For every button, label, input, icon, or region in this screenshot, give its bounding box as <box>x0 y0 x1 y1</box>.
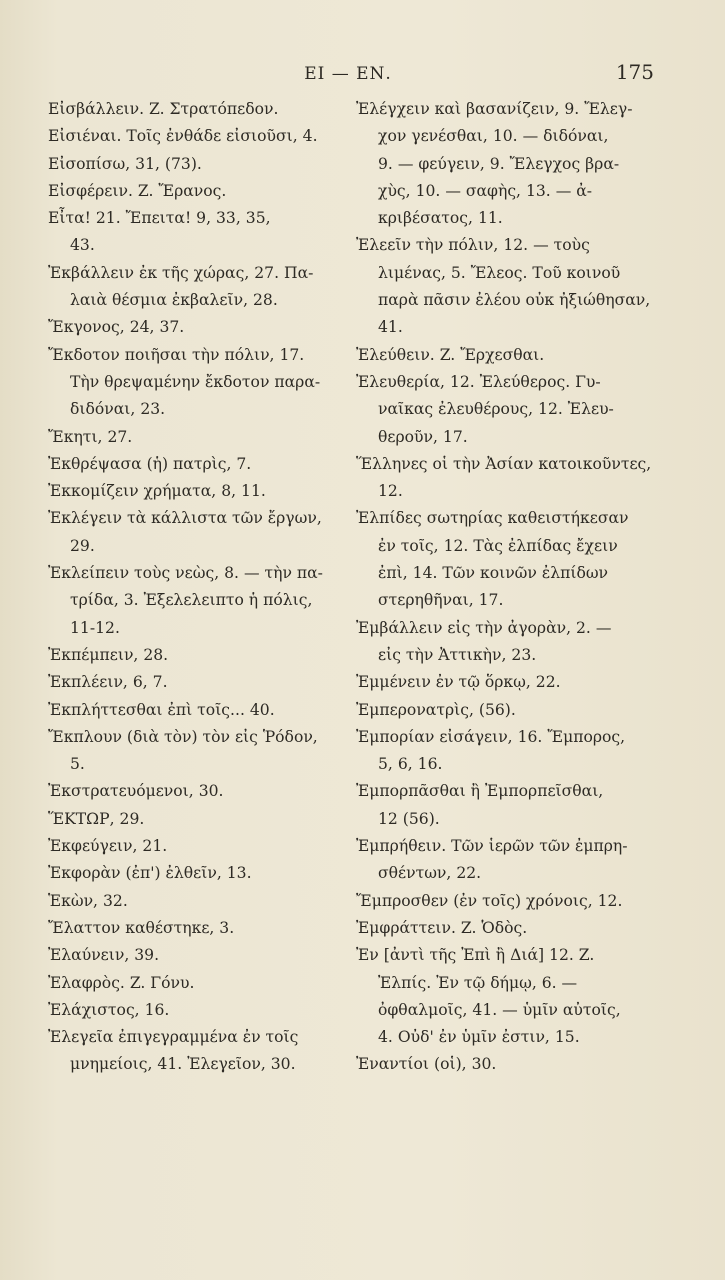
index-columns <box>48 96 668 1136</box>
index-line: παρὰ πᾶσιν ἐλέου οὐκ ἠξιώθησαν, <box>378 291 651 310</box>
index-line: σθέντων, 22. <box>378 864 482 883</box>
index-line: Ἐμπορπᾶσθαι ἢ Ἐμπορπεῖσθαι, <box>356 782 604 801</box>
index-line: Ἕλληνες οἱ τὴν Ἀσίαν κατοικοῦντες, <box>356 454 652 473</box>
index-line: 12 (56). <box>378 809 440 828</box>
index-line: Ἐλεύθειν. Z. Ἔρχεσθαι. <box>356 345 545 364</box>
index-line: 9. — φεύγειν, 9. Ἔλεγχος βρα- <box>378 154 620 173</box>
running-head: ΕΙ — ΕΝ. <box>304 64 392 84</box>
index-line: 12. <box>378 482 403 501</box>
index-line: 41. <box>378 318 403 337</box>
index-line: Ἐκστρατευόμενοι, 30. <box>48 782 224 801</box>
index-line: Ἐκβάλλειν ἐκ τῆς χώρας, 27. Πα- <box>48 263 314 282</box>
index-line: λαιὰ θέσμια ἐκβαλεῖν, 28. <box>70 291 278 310</box>
index-line: ὀφθαλμοῖς, 41. — ὑμῖν αὐτοῖς, <box>378 1000 621 1019</box>
index-line: Ἑκὼν, 32. <box>48 891 128 910</box>
index-line: Εἰσοπίσω, 31, (73). <box>48 154 202 173</box>
index-line: ναῖκας ἐλευθέρους, 12. Ἐλευ- <box>378 400 614 419</box>
index-line: Ἐναντίοι (οἱ), 30. <box>356 1055 497 1074</box>
index-line: Ἐκλέγειν τὰ κάλλιστα τῶν ἔργων, <box>48 509 322 528</box>
index-line: Ἐλπίδες σωτηρίας καθειστήκεσαν <box>356 509 629 528</box>
index-line: Ἐκφορὰν (ἐπ') ἐλθεῖν, 13. <box>48 864 252 883</box>
index-line: Ἐλαφρὸς. Z. Γόνυ. <box>48 973 195 992</box>
index-line: Ἔκπλουν (διὰ τὸν) τὸν εἰς Ῥόδον, <box>48 727 318 746</box>
index-line: 43. <box>70 236 95 255</box>
right-column <box>356 96 668 1079</box>
index-line: 11-12. <box>70 618 120 637</box>
index-line: ἐπὶ, 14. Τῶν κοινῶν ἐλπίδων <box>378 564 609 583</box>
index-line: Ἐν [ἀντὶ τῆς Ἐπὶ ἢ Διά] 12. Z. <box>356 946 595 965</box>
index-line: ἝΚΤΩΡ, 29. <box>48 809 145 828</box>
left-column <box>48 96 346 1079</box>
index-line: Εἰσβάλλειν. Z. Στρατόπεδον. <box>48 100 279 118</box>
index-line: κριβέσατος, 11. <box>378 209 503 228</box>
index-line: Ἔκδοτον ποιῆσαι τὴν πόλιν, 17. <box>48 345 305 364</box>
index-line: χὺς, 10. — σαφὴς, 13. — ἀ- <box>378 181 593 200</box>
index-line: Ἐκλείπειν τοὺς νεὼς, 8. — τὴν πα- <box>48 564 323 583</box>
index-line: 5, 6, 16. <box>378 755 443 774</box>
index-line: Ἔκητι, 27. <box>48 427 133 446</box>
index-line: Ἐμμένειν ἐν τῷ ὅρκῳ, 22. <box>356 673 561 692</box>
index-line: Ἔκγονος, 24, 37. <box>48 318 185 337</box>
index-line: Ἐκπλέειν, 6, 7. <box>48 673 168 692</box>
index-line: στερηθῆναι, 17. <box>378 591 504 610</box>
index-line: Τὴν θρεψαμένην ἔκδοτον παρα- <box>70 372 321 391</box>
index-line: Εἶτα! 21. Ἔπειτα! 9, 33, 35, <box>48 209 271 228</box>
index-line: 29. <box>70 536 95 555</box>
index-line: θεροῦν, 17. <box>378 427 468 446</box>
index-line: Ἐκφεύγειν, 21. <box>48 837 168 856</box>
index-line: Ἐκκομίζειν χρήματα, 8, 11. <box>48 482 266 501</box>
index-line: Εἰσιέναι. Τοῖς ἐνθάδε εἰσιοῦσι, 4. <box>48 127 318 146</box>
index-line: Ἐμφράττειν. Z. Ὁδὸς. <box>356 918 528 937</box>
index-line: Ἐλάχιστος, 16. <box>48 1000 170 1019</box>
index-line: Ἔμπροσθεν (ἐν τοῖς) χρόνοις, 12. <box>356 891 623 910</box>
index-line: Ἐλπίς. Ἐν τῷ δήμῳ, 6. — <box>378 973 578 992</box>
index-line: τρίδα, 3. Ἐξελελειπτο ἡ πόλις, <box>70 591 313 610</box>
index-line: μνημείοις, 41. Ἐλεγεῖον, 30. <box>70 1055 296 1074</box>
index-line: 5. <box>70 755 85 774</box>
index-line: Ἐμπρήθειν. Τῶν ἱερῶν τῶν ἐμπρη- <box>356 837 628 856</box>
index-line: Ἐκπλήττεσθαι ἐπὶ τοῖς... 40. <box>48 700 275 719</box>
index-line: Ἐκθρέψασα (ἡ) πατρὶς, 7. <box>48 454 252 473</box>
index-line: λιμένας, 5. Ἔλεος. Τοῦ κοινοῦ <box>378 263 621 282</box>
index-line: Ἐκπέμπειν, 28. <box>48 645 169 664</box>
index-line: Ἐλευθερία, 12. Ἐλεύθερος. Γυ- <box>356 372 601 391</box>
index-line: Ἐμπορίαν εἰσάγειν, 16. Ἔμπορος, <box>356 727 626 746</box>
index-line: εἰς τὴν Ἀττικὴν, 23. <box>378 645 537 664</box>
index-line: Ἐλαύνειν, 39. <box>48 946 160 965</box>
index-line: χον γενέσθαι, 10. — διδόναι, <box>378 127 609 146</box>
index-line: Ἔλαττον καθέστηκε, 3. <box>48 918 235 937</box>
index-line: ἐν τοῖς, 12. Τὰς ἐλπίδας ἔχειν <box>378 536 618 555</box>
index-line: Ἐμπερονατρὶς, (56). <box>356 700 516 719</box>
index-line: 4. Οὐδ' ἐν ὑμῖν ἐστιν, 15. <box>378 1028 580 1047</box>
page-number: 175 <box>615 60 654 84</box>
index-line: Ἐμβάλλειν εἰς τὴν ἀγορὰν, 2. — <box>356 618 612 637</box>
index-line: Ἐλεεῖν τὴν πόλιν, 12. — τοὺς <box>356 236 590 255</box>
index-line: διδόναι, 23. <box>70 400 166 419</box>
page-header <box>48 60 654 94</box>
index-line: Εἰσφέρειν. Z. Ἔρανος. <box>48 181 227 200</box>
index-line: Ἐλέγχειν καὶ βασανίζειν, 9. Ἔλεγ- <box>356 100 633 118</box>
index-line: Ἐλεγεῖα ἐπιγεγραμμένα ἐν τοῖς <box>48 1028 299 1047</box>
